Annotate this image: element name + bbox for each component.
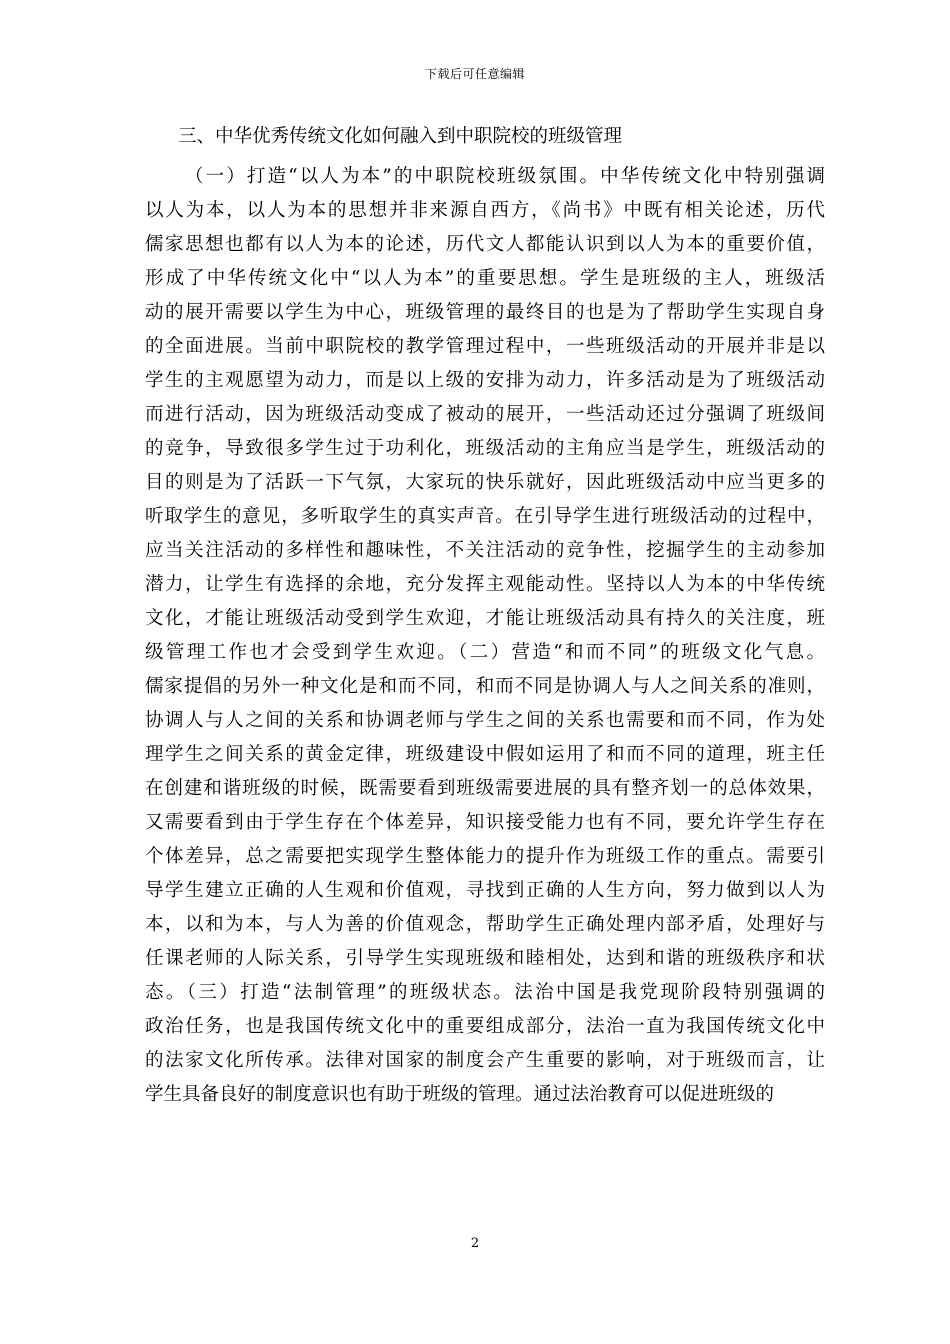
body-line: 又需要看到由于学生存在个体差异，知识接受能力也有不同，要允许学生存在 [145,812,825,833]
body-line: 学生的主观愿望为动力，而是以上级的安排为动力，许多活动是为了班级活动 [145,370,825,391]
body-line: 应当关注活动的多样性和趣味性，不关注活动的竞争性，挖掘学生的主动参加 [145,540,825,561]
body-line: 本，以和为本，与人为善的价值观念，帮助学生正确处理内部矛盾，处理好与 [145,914,825,935]
body-line: 任课老师的人际关系，引导学生实现班级和睦相处，达到和谐的班级秩序和状 [145,948,825,969]
body-line: 的法家文化所传承。法律对国家的制度会产生重要的影响，对于班级而言，让 [145,1050,825,1071]
body-line: 级管理工作也才会受到学生欢迎。（二）营造“和而不同”的班级文化气息。 [145,642,825,663]
body-line: 儒家提倡的另外一种文化是和而不同，和而不同是协调人与人之间关系的准则， [145,676,825,697]
body-line: 的全面进展。当前中职院校的教学管理过程中，一些班级活动的开展并非是以 [145,336,825,357]
body-line: 的竞争，导致很多学生过于功利化，班级活动的主角应当是学生，班级活动的 [145,438,825,459]
body-line: 听取学生的意见，多听取学生的真实声音。在引导学生进行班级活动的过程中， [145,506,825,527]
body-line: 个体差异，总之需要把实现学生整体能力的提升作为班级工作的重点。需要引 [145,846,825,867]
body-line: 形成了中华传统文化中“以人为本”的重要思想。学生是班级的主人，班级活 [145,268,825,289]
body-line: 协调人与人之间的关系和协调老师与学生之间的关系也需要和而不同，作为处 [145,710,825,731]
page-header: 下载后可任意编辑 [424,67,525,81]
body-line: 学生具备良好的制度意识也有助于班级的管理。通过法治教育可以促进班级的 [145,1084,775,1105]
body-line: 在创建和谐班级的时候，既需要看到班级需要进展的具有整齐划一的总体效果， [145,778,825,799]
body-line: （一）打造“以人为本”的中职院校班级氛围。中华传统文化中特别强调 [185,166,825,187]
body-line: 文化，才能让班级活动受到学生欢迎，才能让班级活动具有持久的关注度，班 [145,608,825,629]
body-line: 理学生之间关系的黄金定律，班级建设中假如运用了和而不同的道理，班主任 [145,744,825,765]
body-line: 政治任务，也是我国传统文化中的重要组成部分，法治一直为我国传统文化中 [145,1016,825,1037]
body-line: 儒家思想也都有以人为本的论述，历代文人都能认识到以人为本的重要价值， [145,234,825,255]
page-number: 2 [470,1236,480,1251]
body-text [145,160,825,1112]
section-heading: 三、中华优秀传统文化如何融入到中职院校的班级管理 [178,126,623,147]
body-line: 导学生建立正确的人生观和价值观，寻找到正确的人生方向，努力做到以人为 [145,880,825,901]
body-line: 潜力，让学生有选择的余地，充分发挥主观能动性。坚持以人为本的中华传统 [145,574,825,595]
body-line: 态。（三）打造“法制管理”的班级状态。法治中国是我党现阶段特别强调的 [145,982,825,1003]
body-line: 而进行活动，因为班级活动变成了被动的展开，一些活动还过分强调了班级间 [145,404,825,425]
body-line: 目的则是为了活跃一下气氛，大家玩的快乐就好，因此班级活动中应当更多的 [145,472,825,493]
body-line: 动的展开需要以学生为中心，班级管理的最终目的也是为了帮助学生实现自身 [145,302,825,323]
body-line: 以人为本，以人为本的思想并非来源自西方，《尚书》中既有相关论述，历代 [145,200,825,221]
